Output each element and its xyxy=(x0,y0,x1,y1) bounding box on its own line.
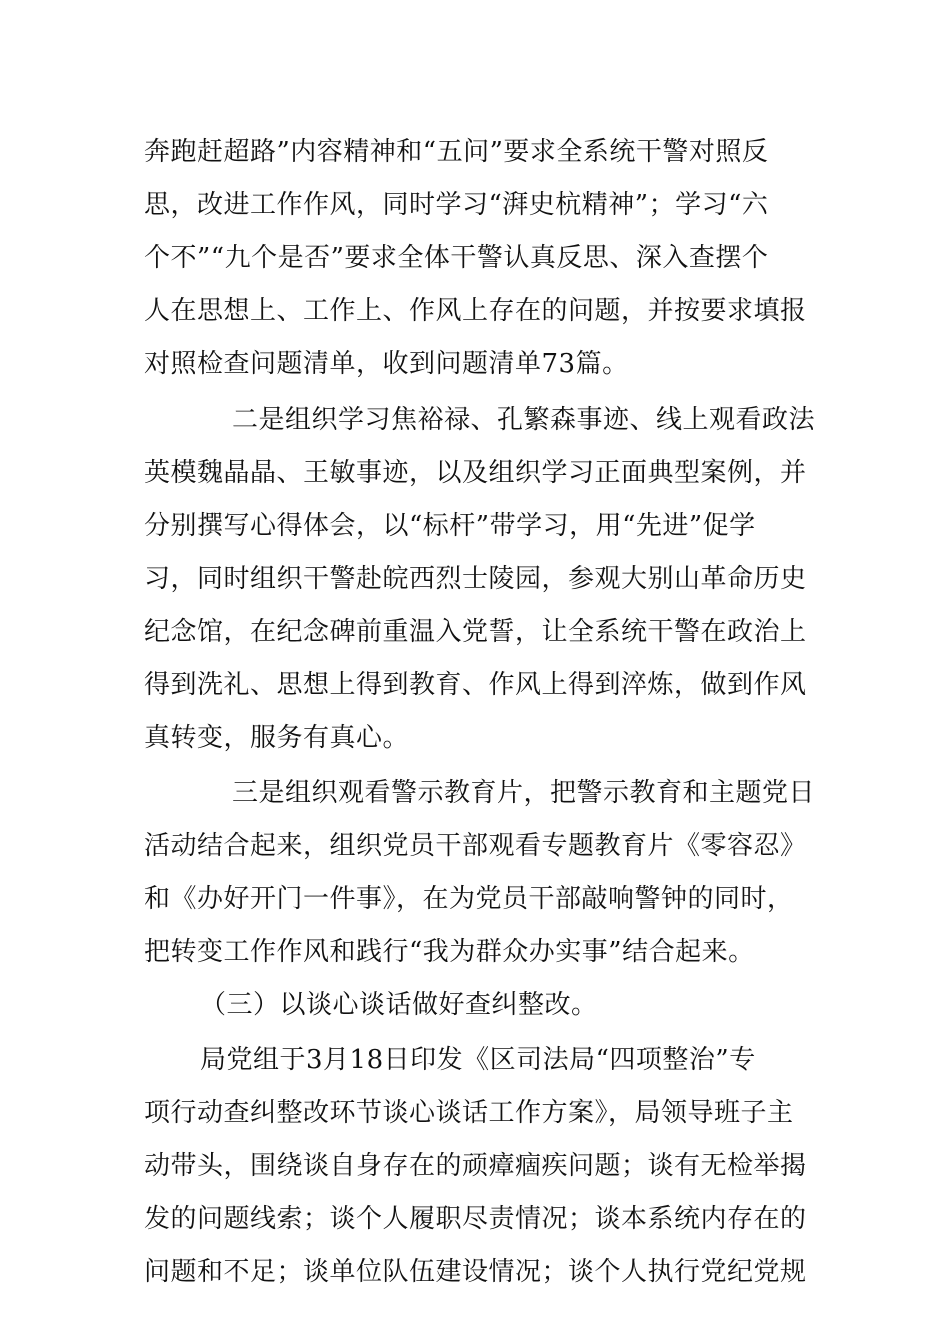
text-line: 真转变，服务有真心。 xyxy=(144,723,410,753)
text-line: 个不”“九个是否”要求全体干警认真反思、深入查摆个 xyxy=(144,243,769,273)
paragraph-first-line: 局党组于3月18日印发《区司法局“四项整治”专 xyxy=(200,1045,756,1075)
text-line: 思，改进工作作风，同时学习“湃史杭精神”；学习“六 xyxy=(144,190,769,220)
text-line: 把转变工作作风和践行“我为群众办实事”结合起来。 xyxy=(144,937,755,967)
text-line: 问题和不足；谈单位队伍建设情况；谈个人执行党纪党规 xyxy=(144,1257,807,1287)
text-line: 对照检查问题清单，收到问题清单73篇。 xyxy=(144,349,629,379)
text-line: 得到洗礼、思想上得到教育、作风上得到淬炼，做到作风 xyxy=(144,670,807,700)
text-line: 分别撰写心得体会，以“标杆”带学习，用“先进”促学 xyxy=(144,511,756,541)
text-line: 纪念馆，在纪念碑前重温入党誓，让全系统干警在政治上 xyxy=(144,617,807,647)
text-line: 发的问题线索；谈个人履职尽责情况；谈本系统内存在的 xyxy=(144,1204,807,1234)
text-line: 奔跑赶超路”内容精神和“五问”要求全系统干警对照反 xyxy=(144,137,769,167)
text-line: 活动结合起来，组织党员干部观看专题教育片《零容忍》 xyxy=(144,831,807,861)
text-line: 动带头，围绕谈自身存在的顽瘴痼疾问题；谈有无检举揭 xyxy=(144,1151,807,1181)
section-heading: （三）以谈心谈话做好查纠整改。 xyxy=(200,990,598,1020)
text-line: 人在思想上、工作上、作风上存在的问题，并按要求填报 xyxy=(144,296,807,326)
text-line: 和《办好开门一件事》，在为党员干部敲响警钟的同时， xyxy=(144,884,794,914)
text-line: 习，同时组织干警赴皖西烈士陵园，参观大别山革命历史 xyxy=(144,564,807,594)
text-line: 项行动查纠整改环节谈心谈话工作方案》，局领导班子主 xyxy=(144,1098,794,1128)
paragraph-first-line: 二是组织学习焦裕禄、孔繁森事迹、线上观看政法 xyxy=(232,405,816,435)
text-line: 英模魏晶晶、王敏事迹，以及组织学习正面典型案例，并 xyxy=(144,458,807,488)
paragraph-first-line: 三是组织观看警示教育片，把警示教育和主题党日 xyxy=(232,778,816,808)
